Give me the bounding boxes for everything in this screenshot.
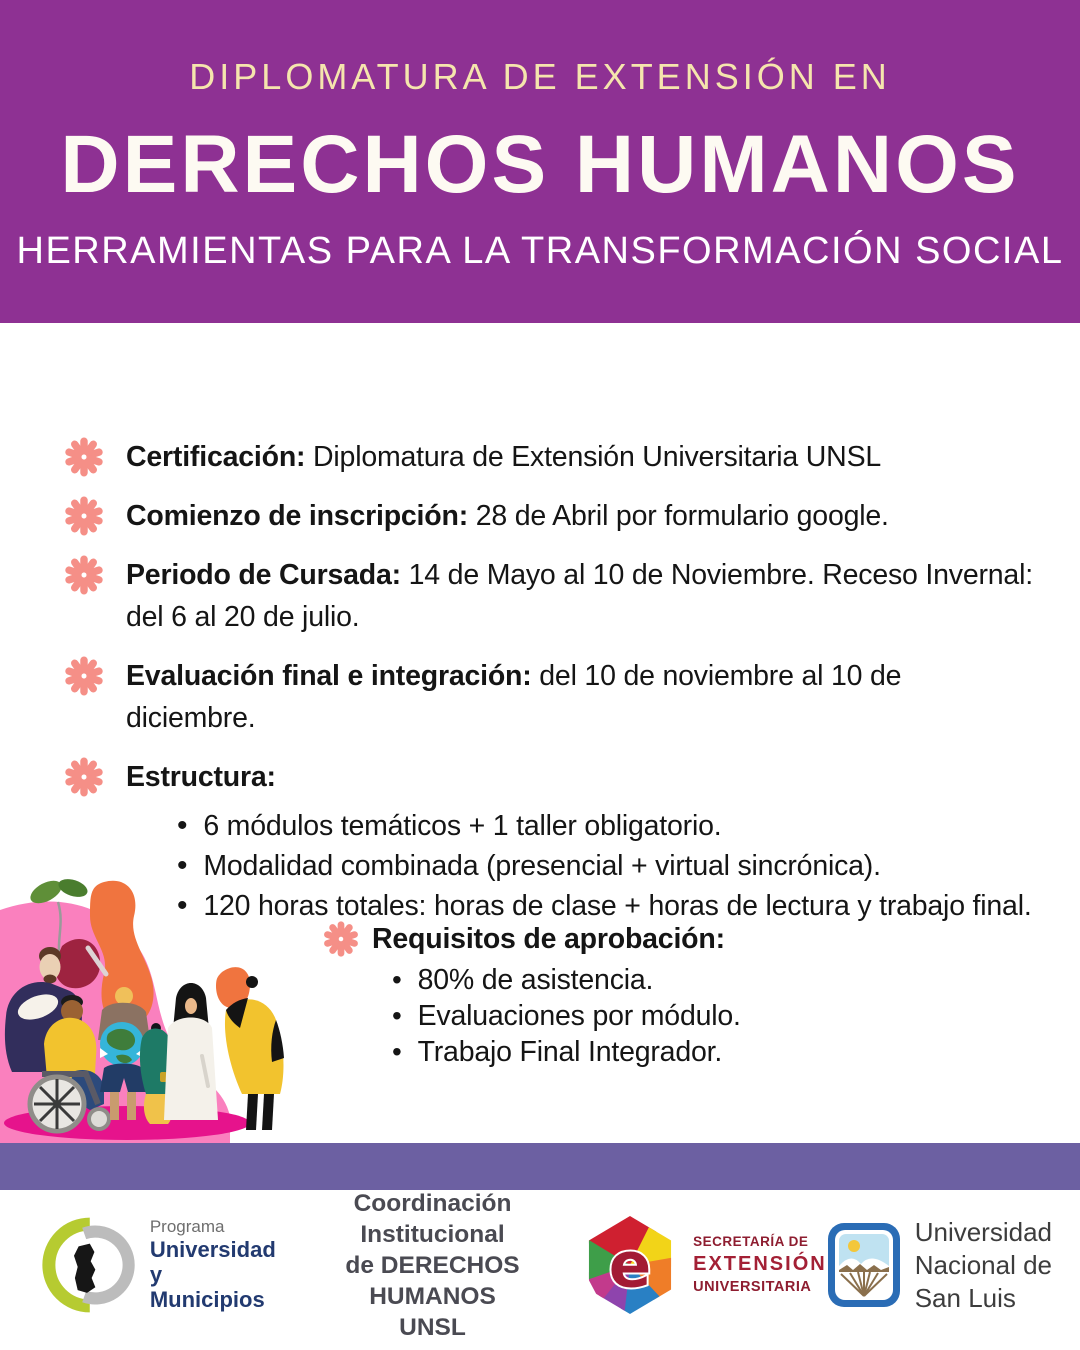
extension-hexagon-logo [581, 1213, 827, 1317]
programa-line: Municipios [149, 1287, 265, 1313]
list-item [63, 436, 1038, 478]
unsl-shield-icon [827, 1222, 901, 1308]
secretaria-line: UNIVERSITARIA [693, 1278, 812, 1295]
universidad-y-municipios-logo [34, 1215, 284, 1315]
coordinacion-text: Coordinación Institucional de DERECHOS HUMANOS UNSL [345, 1189, 520, 1341]
sublist-item: • Modalidad combinada (presencial + virtual sincrónica). [177, 846, 1032, 886]
bullet-text: del 10 de noviembre al 10 de diciembre. [126, 660, 902, 734]
hexagon-pinwheel-icon [581, 1213, 679, 1317]
sublist-item: • Trabajo Final Integrador. [392, 1034, 1002, 1070]
requisitos-block [322, 920, 1002, 1070]
footer [0, 1190, 1080, 1350]
sublist-item: • 80% de asistencia. [392, 962, 1002, 998]
programa-line: Universidad y [149, 1236, 276, 1288]
svg-text:e: e [608, 1228, 652, 1302]
asterisk-flower-icon [63, 756, 105, 798]
sublist-item: • 120 horas totales: horas de clase + horas de lectura y trabajo final. [177, 886, 1032, 926]
bullet-text-line2: del 6 al 20 de julio. [126, 601, 360, 633]
list-item [63, 495, 1038, 537]
bullet-text: Diplomatura de Extensión Universitaria UNSL [305, 441, 882, 473]
bullet-label: Periodo de Cursada: [126, 559, 401, 591]
header-banner [0, 0, 1080, 323]
bullet-label: Comienzo de inscripción: [126, 500, 468, 532]
diversity-illustration [0, 876, 292, 1144]
header-subtitle: HERRAMIENTAS PARA LA TRANSFORMACIÓN SOCIAL [16, 230, 1064, 272]
um-circle-icon [34, 1215, 142, 1315]
list-item [63, 655, 1038, 739]
asterisk-flower-icon [63, 554, 105, 596]
asterisk-flower-icon [63, 436, 105, 478]
programa-line: Programa [149, 1217, 225, 1237]
unsl-line: Nacional de [914, 1249, 1053, 1280]
bullet-text: 14 de Mayo al 10 de Noviembre. Receso Invernal: [400, 559, 1033, 591]
divider-band [0, 1143, 1080, 1190]
bullet-label: Estructura: [126, 761, 276, 793]
requisitos-label: Requisitos de aprobación: [372, 922, 725, 955]
unsl-shield-logo [827, 1216, 1052, 1315]
bullet-label: Evaluación final e integración: [126, 660, 532, 692]
info-list [63, 436, 1038, 943]
sublist-item: • 6 módulos temáticos + 1 taller obligatorio. [177, 806, 1032, 846]
page-title: DERECHOS HUMANOS [60, 119, 1020, 210]
header-kicker: DIPLOMATURA DE EXTENSIÓN EN [189, 56, 891, 97]
sublist-item: • Evaluaciones por módulo. [392, 998, 1002, 1034]
bullet-text: 28 de Abril por formulario google. [468, 500, 889, 532]
requisitos-list [322, 962, 1002, 1070]
asterisk-flower-icon [63, 495, 105, 537]
secretaria-line: EXTENSIÓN [693, 1252, 827, 1275]
list-item [63, 554, 1038, 638]
asterisk-flower-icon [322, 920, 360, 958]
asterisk-flower-icon [63, 655, 105, 697]
unsl-line: Universidad [914, 1216, 1052, 1247]
unsl-line: San Luis [914, 1282, 1016, 1313]
bullet-label: Certificación: [126, 441, 306, 473]
secretaria-line: SECRETARÍA DE [693, 1233, 809, 1249]
